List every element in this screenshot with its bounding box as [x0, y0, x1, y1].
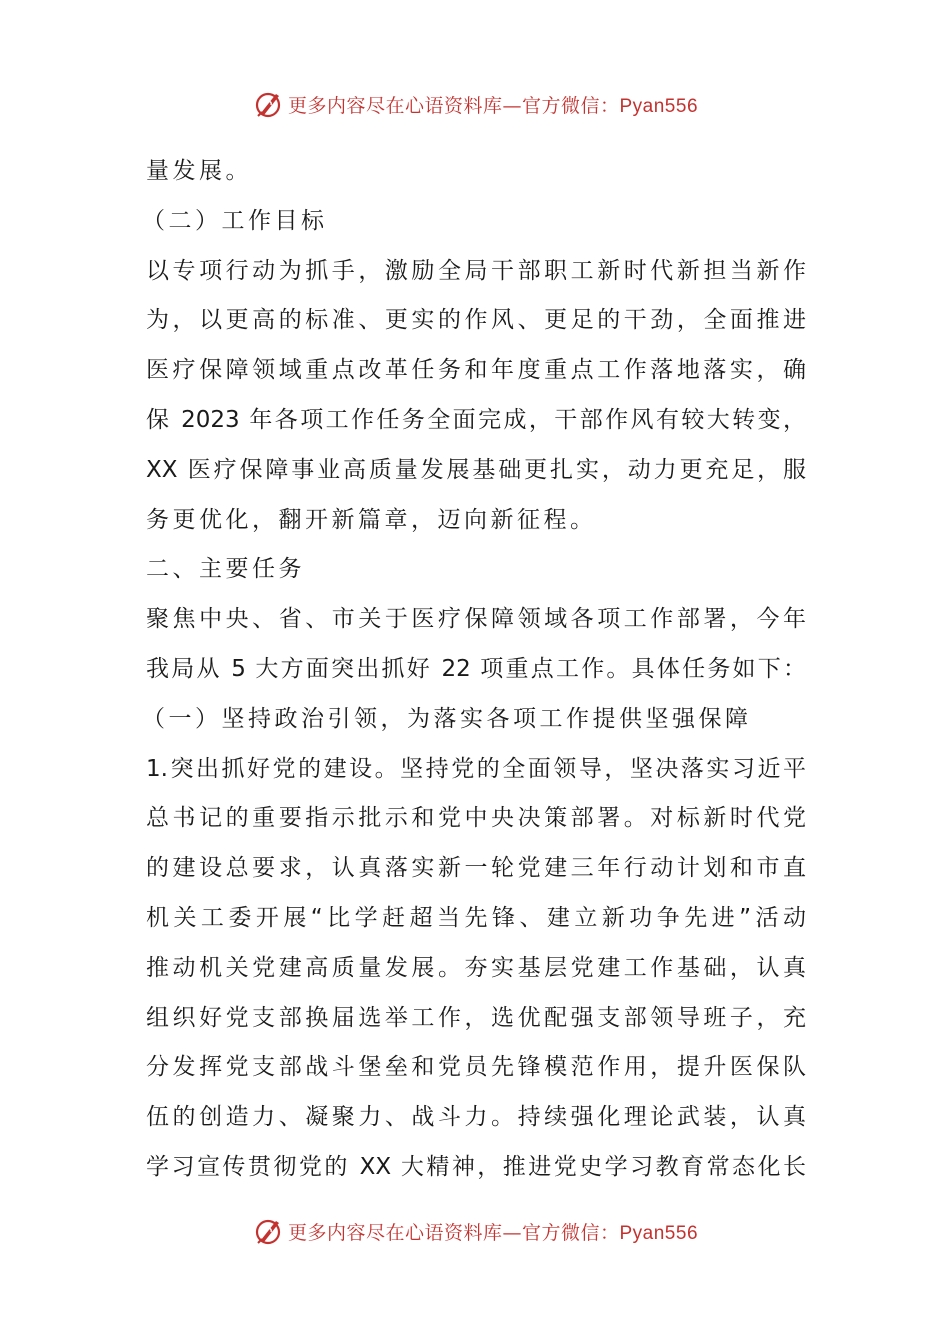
banner-text: 更多内容尽在心语资料库—官方微信：Pyan556: [287, 94, 699, 117]
banner-wechat-id: Pyan556: [619, 1222, 699, 1244]
text-line: 以专项行动为抓手，激励全局干部职工新时代新担当新作: [146, 257, 806, 284]
text-line: 机关工委开展“比学赶超当先锋、建立新功争先进”活动: [146, 904, 806, 931]
section-heading: （二）工作目标: [142, 207, 328, 234]
text-line: 学习宣传贯彻党的 XX 大精神，推进党史学习教育常态化长: [146, 1153, 806, 1180]
quill-pen-circle-icon: [252, 1215, 284, 1247]
text-line: 分发挥党支部战斗堡垒和党员先锋模范作用，提升医保队: [146, 1054, 806, 1081]
section-heading: 二、主要任务: [146, 556, 305, 583]
text-line: 推动机关党建高质量发展。夯实基层党建工作基础，认真: [146, 954, 806, 981]
text-line: 我局从 5 大方面突出抓好 22 项重点工作。具体任务如下：: [146, 655, 806, 682]
text-line: 1.突出抓好党的建设。坚持党的全面领导，坚决落实习近平: [146, 755, 806, 782]
text-line: 为，以更高的标准、更实的作风、更足的干劲，全面推进: [146, 307, 806, 334]
banner-wechat-id: Pyan556: [619, 95, 699, 117]
text-line: XX 医疗保障事业高质量发展基础更扎实，动力更充足，服: [146, 456, 806, 483]
text-line: 医疗保障领域重点改革任务和年度重点工作落地落实，确: [146, 357, 806, 384]
text-line: 的建设总要求，认真落实新一轮党建三年行动计划和市直: [146, 855, 806, 882]
text-line: 组织好党支部换届选举工作，选优配强支部领导班子，充: [146, 1004, 806, 1031]
banner-text: 更多内容尽在心语资料库—官方微信：Pyan556: [287, 1221, 699, 1244]
document-body: [142, 147, 806, 1193]
text-line: 量发展。: [146, 158, 252, 184]
text-line: 聚焦中央、省、市关于医疗保障领域各项工作部署，今年: [146, 606, 806, 633]
text-line: 务更优化，翻开新篇章，迈向新征程。: [146, 506, 597, 533]
text-line: 保 2023 年各项工作任务全面完成，干部作风有较大转变，: [146, 406, 806, 433]
footer-watermark-banner: [0, 1213, 950, 1249]
text-line: 总书记的重要指示批示和党中央决策部署。对标新时代党: [146, 805, 806, 832]
text-line: 伍的创造力、凝聚力、战斗力。持续强化理论武装，认真: [146, 1104, 806, 1131]
header-watermark-banner: [0, 86, 950, 122]
section-heading: （一）坚持政治引领，为落实各项工作提供坚强保障: [142, 705, 752, 732]
quill-pen-circle-icon: [252, 88, 284, 120]
